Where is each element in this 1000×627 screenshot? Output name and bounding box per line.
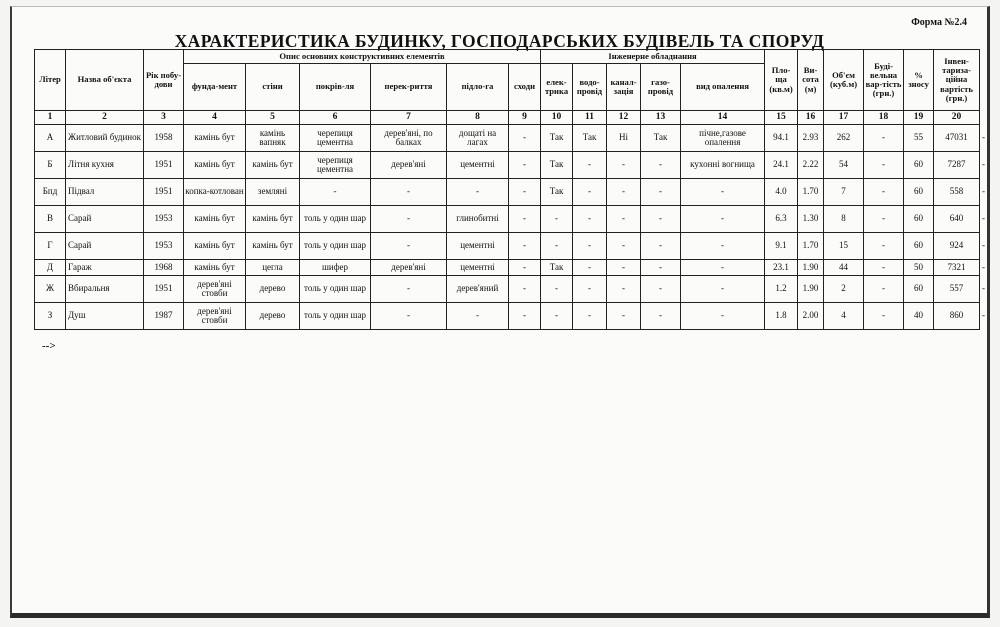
cell-water: -	[573, 276, 607, 303]
cell-walls: камінь бут	[246, 206, 300, 233]
header-walls: стіни	[246, 64, 300, 111]
cell-sewage: -	[607, 179, 641, 206]
cell-ceiling: -	[371, 179, 447, 206]
cell-foundation: камінь бут	[184, 125, 246, 152]
cell-area: 23.1	[765, 260, 798, 276]
cell-water: -	[573, 260, 607, 276]
cell-electricity: -	[541, 276, 573, 303]
cell-tick: -	[982, 310, 986, 321]
column-number: 3	[144, 111, 184, 125]
column-number: 5	[246, 111, 300, 125]
cell-heating: -	[681, 260, 765, 276]
cell-tick: -	[982, 283, 986, 294]
cell-electricity: -	[541, 206, 573, 233]
cell-heating: пічне,газове опалення	[681, 125, 765, 152]
cell-heating: -	[681, 233, 765, 260]
cell-stairs: -	[509, 276, 541, 303]
cell-heating: -	[681, 206, 765, 233]
cell-name: Підвал	[66, 179, 144, 206]
header-floor: підло-га	[447, 64, 509, 111]
cell-foundation: камінь бут	[184, 233, 246, 260]
column-number: 19	[904, 111, 934, 125]
cell-walls: цегла	[246, 260, 300, 276]
cell-inventory-cost: 557	[934, 276, 980, 303]
cell-volume: 54	[824, 152, 864, 179]
cell-water: -	[573, 303, 607, 330]
column-number: 18	[864, 111, 904, 125]
cell-sewage: -	[607, 233, 641, 260]
cell-volume: 2	[824, 276, 864, 303]
cell-floor: цементні	[447, 152, 509, 179]
cell-gas: Так	[641, 125, 681, 152]
table-row	[35, 152, 991, 179]
cell-inventory-cost: 47031	[934, 125, 980, 152]
cell-height: 1.70	[798, 179, 824, 206]
cell-area: 24.1	[765, 152, 798, 179]
cell-water: Так	[573, 125, 607, 152]
cell-build-cost: -	[864, 233, 904, 260]
cell-height: 1.90	[798, 260, 824, 276]
cell-electricity: Так	[541, 179, 573, 206]
cell-year: 1953	[144, 206, 184, 233]
cell-volume: 262	[824, 125, 864, 152]
cell-gas: -	[641, 233, 681, 260]
cell-stairs: -	[509, 303, 541, 330]
cell-tick: -	[982, 132, 986, 143]
table-row	[35, 125, 991, 152]
cell-roof: толь у один шар	[300, 276, 371, 303]
cell-wear: 60	[904, 276, 934, 303]
cell-liter: Бпд	[35, 179, 66, 206]
column-number: 7	[371, 111, 447, 125]
cell-gas: -	[641, 152, 681, 179]
cell-sewage: -	[607, 276, 641, 303]
cell-electricity: Так	[541, 125, 573, 152]
header-foundation: фунда-мент	[184, 64, 246, 111]
cell-year: 1968	[144, 260, 184, 276]
cell-floor: цементні	[447, 260, 509, 276]
cell-electricity: Так	[541, 260, 573, 276]
cell-roof: черепиця цементна	[300, 152, 371, 179]
header-area: Пло-ща (кв.м)	[765, 50, 798, 111]
cell-walls: земляні	[246, 179, 300, 206]
cell-roof: -	[300, 179, 371, 206]
table-row	[35, 233, 991, 260]
cell-roof: толь у один шар	[300, 233, 371, 260]
cell-name: Сарай	[66, 206, 144, 233]
cell-volume: 44	[824, 260, 864, 276]
cell-area: 1.8	[765, 303, 798, 330]
cell-tick: -	[982, 213, 986, 224]
cell-name: Літня кухня	[66, 152, 144, 179]
header-water: водо-провід	[573, 64, 607, 111]
cell-liter: З	[35, 303, 66, 330]
cell-stairs: -	[509, 152, 541, 179]
cell-build-cost: -	[864, 179, 904, 206]
column-number: 14	[681, 111, 765, 125]
cell-foundation: камінь бут	[184, 152, 246, 179]
cell-area: 9.1	[765, 233, 798, 260]
header-electricity: елек-трика	[541, 64, 573, 111]
cell-gas: -	[641, 179, 681, 206]
column-number: 9	[509, 111, 541, 125]
cell-liter: Б	[35, 152, 66, 179]
cell-electricity: -	[541, 303, 573, 330]
cell-build-cost: -	[864, 276, 904, 303]
cell-stairs: -	[509, 233, 541, 260]
header-name: Назва об'єкта	[66, 50, 144, 111]
cell-volume: 4	[824, 303, 864, 330]
cell-year: 1951	[144, 276, 184, 303]
cell-sewage: -	[607, 260, 641, 276]
column-number: 12	[607, 111, 641, 125]
cell-area: 1.2	[765, 276, 798, 303]
cell-ceiling: -	[371, 206, 447, 233]
cell-build-cost: -	[864, 260, 904, 276]
cell-liter: Г	[35, 233, 66, 260]
table-row	[35, 179, 991, 206]
cell-roof: толь у один шар	[300, 303, 371, 330]
document-sheet	[10, 6, 990, 618]
cell-stairs: -	[509, 206, 541, 233]
cell-gas: -	[641, 303, 681, 330]
cell-electricity: Так	[541, 152, 573, 179]
cell-floor: дерев'яний	[447, 276, 509, 303]
cell-water: -	[573, 179, 607, 206]
cell-year: 1951	[144, 179, 184, 206]
column-number: 20	[934, 111, 980, 125]
column-number: 13	[641, 111, 681, 125]
cell-foundation: дерев'яні стовби	[184, 276, 246, 303]
cell-volume: 15	[824, 233, 864, 260]
cell-ceiling: дерев'яні, по балках	[371, 125, 447, 152]
cell-water: -	[573, 152, 607, 179]
cell-ceiling: дерев'яні	[371, 152, 447, 179]
cell-liter: Ж	[35, 276, 66, 303]
cell-inventory-cost: 924	[934, 233, 980, 260]
cell-roof: шифер	[300, 260, 371, 276]
cell-heating: -	[681, 179, 765, 206]
cell-heating: -	[681, 276, 765, 303]
cell-walls: камінь бут	[246, 152, 300, 179]
cell-stairs: -	[509, 125, 541, 152]
cell-floor: дощаті на лагах	[447, 125, 509, 152]
cell-build-cost: -	[864, 303, 904, 330]
cell-stairs: -	[509, 260, 541, 276]
cell-name: Гараж	[66, 260, 144, 276]
cell-inventory-cost: 860	[934, 303, 980, 330]
cell-area: 94.1	[765, 125, 798, 152]
cell-roof: черепиця цементна	[300, 125, 371, 152]
column-number: 17	[824, 111, 864, 125]
cell-year: 1987	[144, 303, 184, 330]
header-inventory-cost: Інвен-тариза-ційна вартість (грн.)	[934, 50, 980, 111]
header-stairs: сходи	[509, 64, 541, 111]
cell-height: 1.30	[798, 206, 824, 233]
table-row	[35, 206, 991, 233]
cell-area: 6.3	[765, 206, 798, 233]
cell-year: 1951	[144, 152, 184, 179]
cell-wear: 50	[904, 260, 934, 276]
column-number: 11	[573, 111, 607, 125]
cell-floor: глинобитні	[447, 206, 509, 233]
header-engineering-group: Інженерне обладнання	[541, 50, 765, 64]
cell-tick: -	[982, 240, 986, 251]
cell-area: 4.0	[765, 179, 798, 206]
cell-walls: камінь бут	[246, 233, 300, 260]
cell-water: -	[573, 206, 607, 233]
cell-floor: -	[447, 303, 509, 330]
cell-name: Вбиральня	[66, 276, 144, 303]
cell-tick: -	[982, 159, 986, 170]
cell-inventory-cost: 7287	[934, 152, 980, 179]
continuation-arrow: -->	[42, 340, 56, 352]
cell-heating: кухонні вогнища	[681, 152, 765, 179]
cell-wear: 60	[904, 179, 934, 206]
cell-inventory-cost: 558	[934, 179, 980, 206]
cell-inventory-cost: 640	[934, 206, 980, 233]
header-liter: Літер	[35, 50, 66, 111]
header-year: Рік побу-дови	[144, 50, 184, 111]
document-title: ХАРАКТЕРИСТИКА БУДИНКУ, ГОСПОДАРСЬКИХ БУДІВЕЛЬ ТА СПОРУД	[174, 31, 825, 51]
column-number: 10	[541, 111, 573, 125]
cell-height: 2.93	[798, 125, 824, 152]
header-height: Ви-сота (м)	[798, 50, 824, 111]
cell-sewage: Ні	[607, 125, 641, 152]
header-roof: покрів-ля	[300, 64, 371, 111]
cell-liter: Д	[35, 260, 66, 276]
column-number: 16	[798, 111, 824, 125]
cell-walls: дерево	[246, 276, 300, 303]
cell-height: 2.22	[798, 152, 824, 179]
cell-wear: 60	[904, 206, 934, 233]
cell-volume: 7	[824, 179, 864, 206]
cell-foundation: копка-котлован	[184, 179, 246, 206]
cell-build-cost: -	[864, 206, 904, 233]
cell-ceiling: -	[371, 276, 447, 303]
cell-name: Душ	[66, 303, 144, 330]
cell-gas: -	[641, 260, 681, 276]
column-number: 8	[447, 111, 509, 125]
cell-gas: -	[641, 276, 681, 303]
cell-build-cost: -	[864, 152, 904, 179]
cell-floor: -	[447, 179, 509, 206]
cell-year: 1958	[144, 125, 184, 152]
cell-gas: -	[641, 206, 681, 233]
column-number: 4	[184, 111, 246, 125]
header-spacer	[980, 50, 991, 125]
header-heating: вид опалення	[681, 64, 765, 111]
table-row	[35, 260, 991, 276]
header-build-cost: Буді-вельна вар-тість (грн.)	[864, 50, 904, 111]
header-gas: газо-провід	[641, 64, 681, 111]
cell-name: Сарай	[66, 233, 144, 260]
cell-ceiling: -	[371, 303, 447, 330]
cell-roof: толь у один шар	[300, 206, 371, 233]
cell-wear: 40	[904, 303, 934, 330]
cell-wear: 60	[904, 152, 934, 179]
cell-walls: дерево	[246, 303, 300, 330]
cell-wear: 55	[904, 125, 934, 152]
cell-tick: -	[982, 261, 986, 272]
cell-liter: В	[35, 206, 66, 233]
cell-volume: 8	[824, 206, 864, 233]
header-structural-group: Опис основних конструктивних елементів	[184, 50, 541, 64]
cell-electricity: -	[541, 233, 573, 260]
cell-build-cost: -	[864, 125, 904, 152]
header-wear: % зносу	[904, 50, 934, 111]
cell-foundation: дерев'яні стовби	[184, 303, 246, 330]
cell-ceiling: -	[371, 233, 447, 260]
cell-heating: -	[681, 303, 765, 330]
cell-name: Житловий будинок	[66, 125, 144, 152]
form-number: Форма №2.4	[911, 17, 967, 28]
cell-wear: 60	[904, 233, 934, 260]
cell-ceiling: дерев'яні	[371, 260, 447, 276]
cell-tick: -	[982, 186, 986, 197]
cell-height: 1.90	[798, 276, 824, 303]
cell-inventory-cost: 7321	[934, 260, 980, 276]
column-number: 1	[35, 111, 66, 125]
table-row	[35, 276, 991, 303]
cell-walls: камінь вапняк	[246, 125, 300, 152]
cell-sewage: -	[607, 206, 641, 233]
column-number: 15	[765, 111, 798, 125]
cell-sewage: -	[607, 303, 641, 330]
header-sewage: канал-зація	[607, 64, 641, 111]
column-number: 2	[66, 111, 144, 125]
cell-liter: А	[35, 125, 66, 152]
cell-foundation: камінь бут	[184, 260, 246, 276]
cell-stairs: -	[509, 179, 541, 206]
cell-year: 1953	[144, 233, 184, 260]
cell-height: 1.70	[798, 233, 824, 260]
header-volume: Об'єм (куб.м)	[824, 50, 864, 111]
table-row	[35, 303, 991, 330]
column-number: 6	[300, 111, 371, 125]
cell-floor: цементні	[447, 233, 509, 260]
cell-height: 2.00	[798, 303, 824, 330]
cell-sewage: -	[607, 152, 641, 179]
header-ceiling: перек-риття	[371, 64, 447, 111]
buildings-table	[34, 49, 991, 330]
cell-water: -	[573, 233, 607, 260]
cell-foundation: камінь бут	[184, 206, 246, 233]
